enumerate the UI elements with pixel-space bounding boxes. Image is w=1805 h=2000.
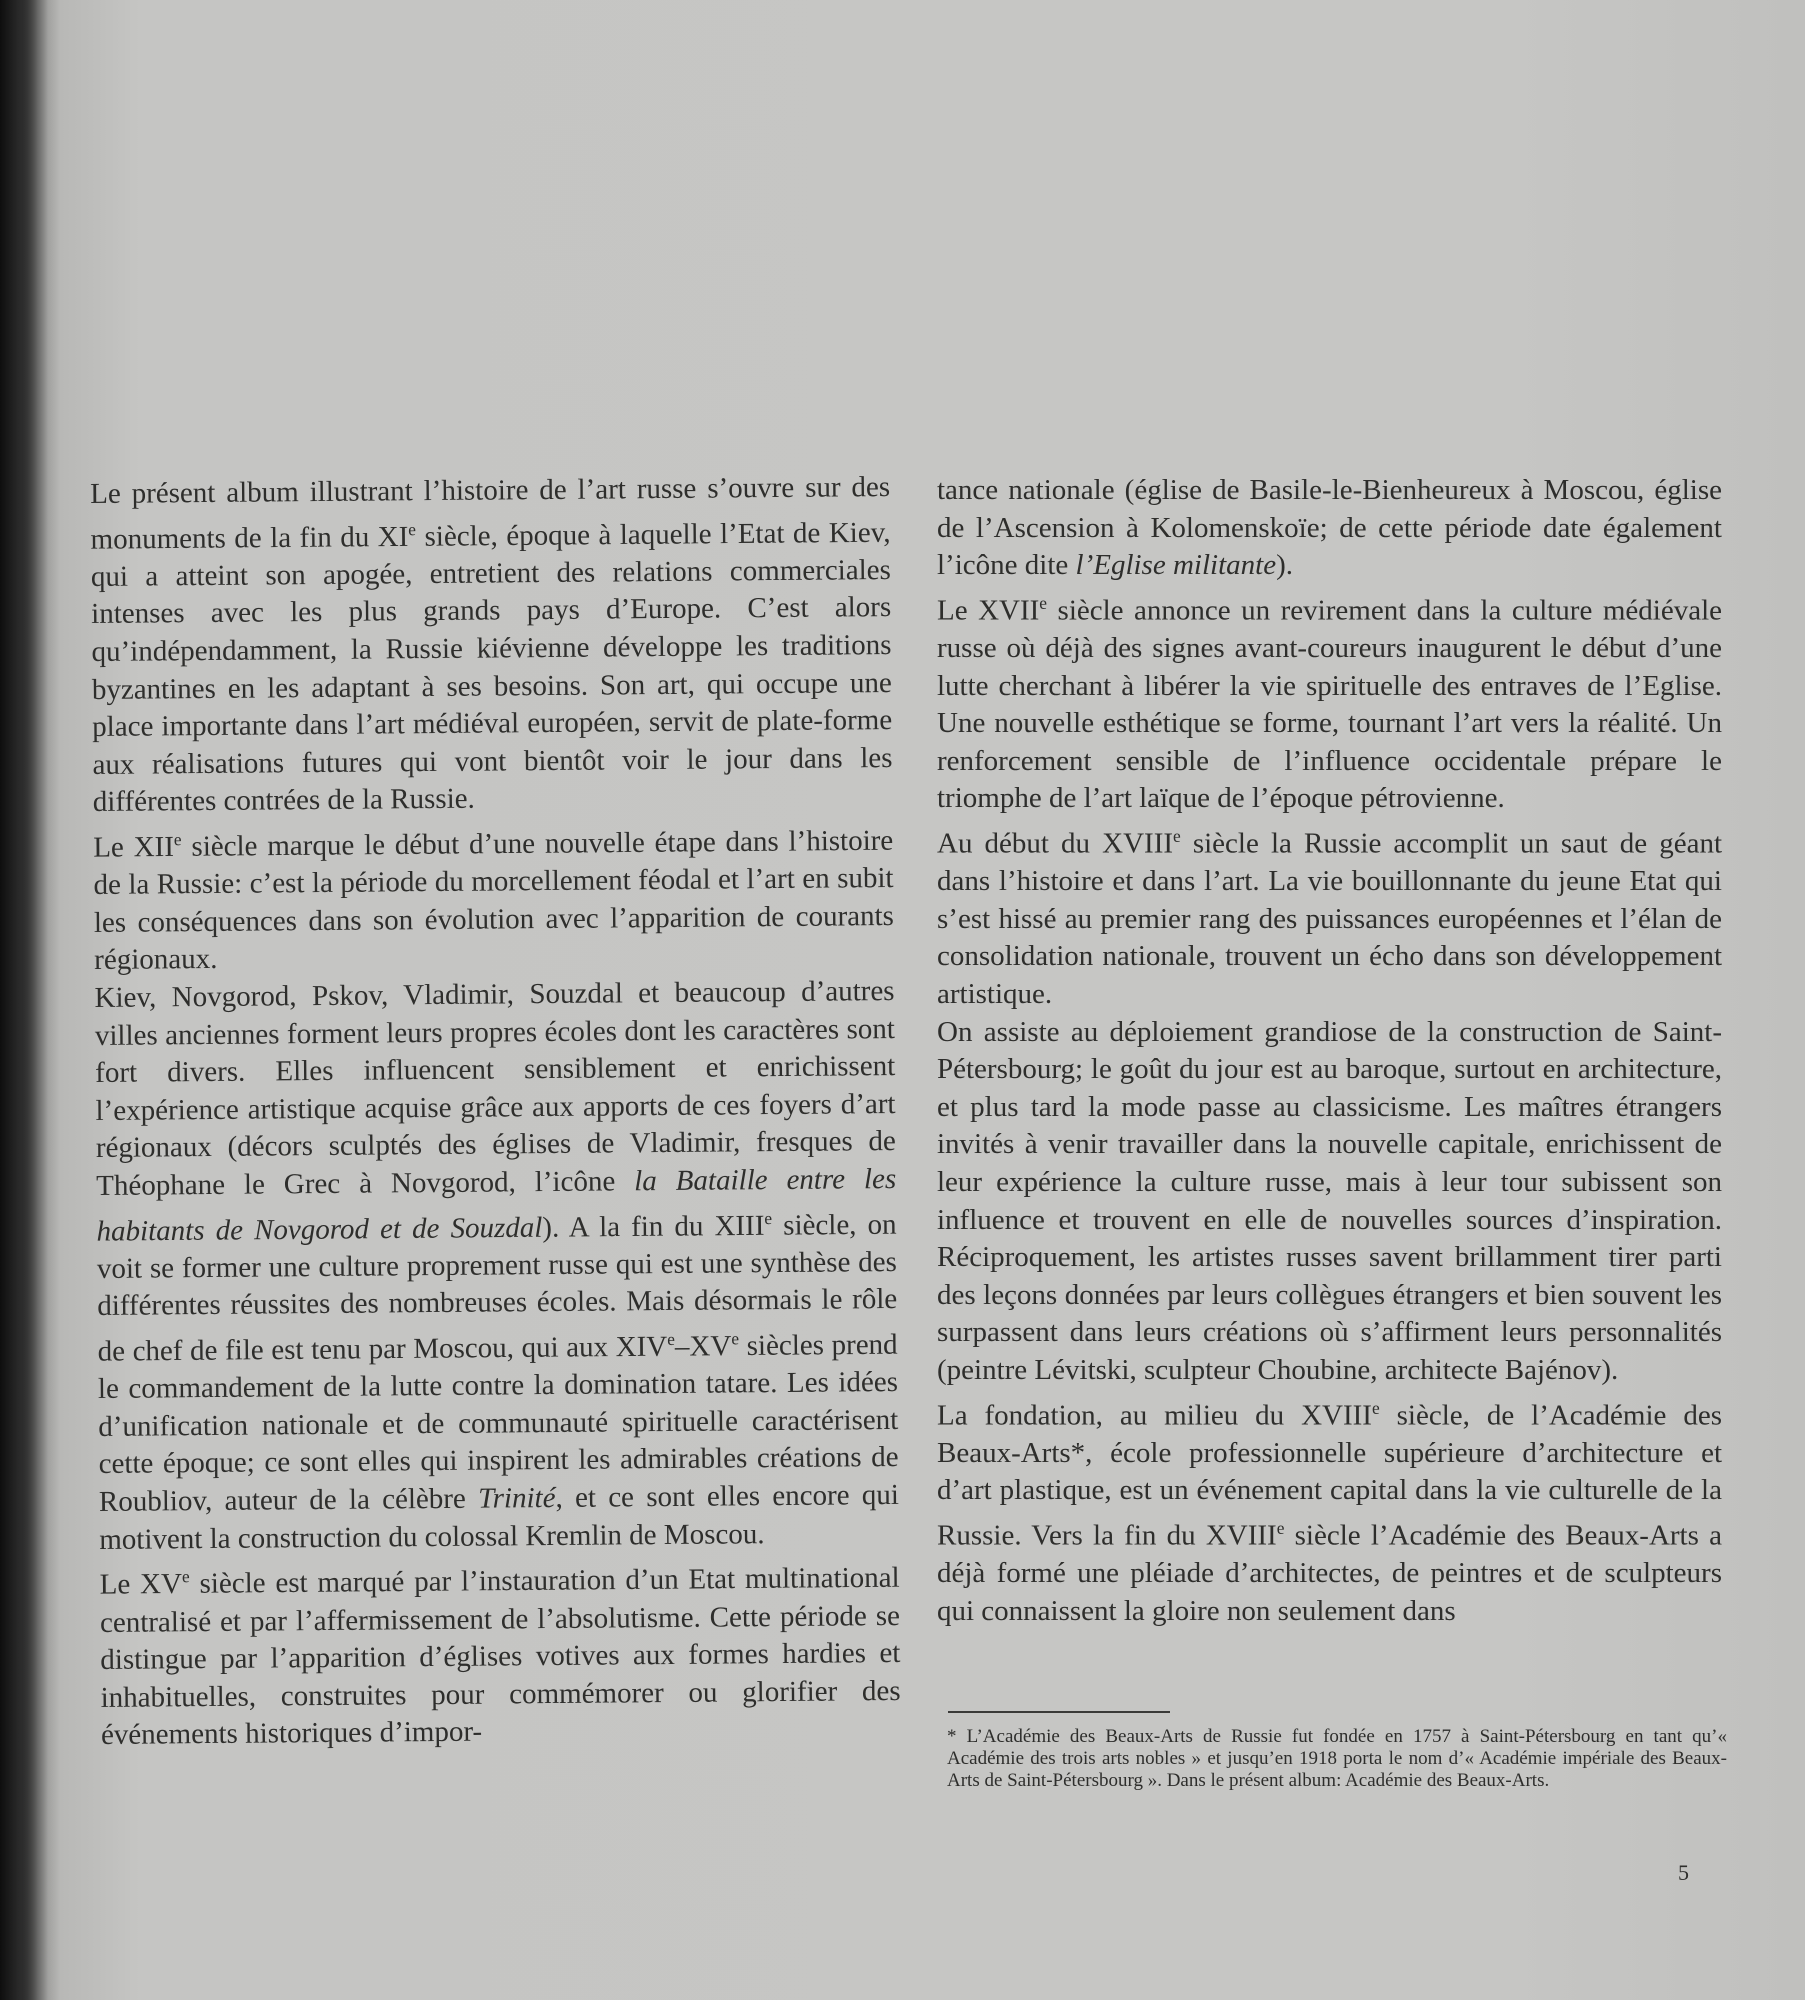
paragraph bbox=[937, 585, 1722, 818]
ordinal-superscript: e bbox=[1276, 1518, 1285, 1538]
paragraph bbox=[90, 469, 893, 822]
text-run: Le XII bbox=[93, 830, 175, 864]
ordinal-superscript: e bbox=[408, 518, 417, 539]
paragraph bbox=[937, 1390, 1722, 1631]
text-run: siècle, on voit se former une culture proprement russe qui est une synthèse des différentes réussites des nombreuses écoles. Mais désormais le rôle de chef de file est tenu par Moscou, qui aux XIV bbox=[96, 1208, 898, 1368]
paragraph bbox=[937, 818, 1722, 1014]
text-run: siècle, de l’Académie des Beaux-Arts*, école professionnelle supérieure d’architecture et d’art plastique, est un événement capital dans la vie culturelle de la Russie. Vers la fin du XVIII bbox=[937, 1399, 1722, 1552]
page-number: 5 bbox=[1678, 1860, 1689, 1885]
paragraph bbox=[937, 472, 1722, 585]
text-run: On assiste au déploiement grandiose de la construction de Saint-Pétersbourg; le goût du jour est au baroque, surtout en architecture, et plus tard la mode passe au classicisme. Les maîtres étrangers invités à venir travailler dans la nouvelle capitale, enrichissent de leur expérience la culture russe, mais à leur tour subissent son influence et trouvent en elle de nouvelles sources d’inspiration. Réciproquement, les artistes russes savent brillamment tirer parti des leçons données par leurs collègues étrangers et bien souvent les surpassent dans leurs créations où s’affirment leurs personnalités (peintre Lévitski, sculpteur Choubine, architecte Bajénov). bbox=[937, 1015, 1722, 1386]
text-run: siècle la Russie accomplit un saut de géant dans l’histoire et dans l’art. La vie bouillonnante du jeune Etat qui s’est hissé au premier rang des puissances européennes et l’élan de consolidation nationale, trouvent un écho dans son développement artistique. bbox=[937, 827, 1723, 1011]
ordinal-superscript: e bbox=[667, 1328, 675, 1350]
text-run: siècle est marqué par l’instauration d’un Etat multinational centralisé et par l’affermissement de l’absolutisme. Cette période se distingue par l’apparition d’églises votives aux formes hardies et inhabituelles, construites pour commémorer ou glorifier des événements historiques d’impor- bbox=[99, 1561, 901, 1752]
text-run: , et ce sont elles encore qui motivent la construction du colossal Kremlin de Moscou. bbox=[99, 1479, 900, 1556]
left-text-column bbox=[90, 469, 901, 1755]
text-run: Le XV bbox=[99, 1568, 183, 1601]
text-run: Kiev, Novgorod, Pskov, Vladimir, Souzdal et beaucoup d’autres villes anciennes forment leurs propres écoles dont les caractères sont fort divers. Elles influencent sensiblement et enrichissent l’expérience artistique acquise grâce aux apports de ces foyers d’art régionaux (décors sculptés des églises de Vladimir, fresques de Théophane le Grec à Novgorod, l’icône bbox=[94, 975, 896, 1202]
text-run: La fondation, au milieu du XVIII bbox=[937, 1399, 1372, 1432]
footnote-rule bbox=[948, 1711, 1170, 1713]
paragraph bbox=[94, 973, 899, 1559]
right-text-column bbox=[937, 472, 1722, 1630]
text-run: Le XVII bbox=[937, 594, 1040, 627]
text-run: Le présent album illustrant l’histoire de l’art russe s’ouvre sur des monuments de la fin du XI bbox=[90, 471, 891, 556]
ordinal-superscript: e bbox=[1173, 826, 1181, 846]
text-run: siècle, époque à laquelle l’Etat de Kiev, qui a atteint son apogée, entretient des relations commerciales intenses avec les plus grands pays d’Europe. C’est alors qu’indépendamment, la Russie kiévienne développe les traditions byzantines en les adaptant à ses besoins. Son art, qui occupe une place importante dans l’art médiéval européen, servit de plate-forme aux réalisations futures qui vont bientôt voir le jour dans les différentes contrées de la Russie. bbox=[90, 516, 893, 819]
footnote: * L’Académie des Beaux-Arts de Russie fut fondée en 1757 à Saint-Pétersbourg en tant qu’« Académie des trois arts nobles » et jusqu’en 1918 porta le nom d’« Académie impériale des Beaux-Arts de Saint-Pétersbourg ». Dans le présent album: Académie des Beaux-Arts. bbox=[947, 1726, 1727, 1791]
text-run: Au début du XVIII bbox=[937, 827, 1174, 860]
ordinal-superscript: e bbox=[173, 829, 182, 850]
text-run: siècle marque le début d’une nouvelle étape dans l’histoire de la Russie: c’est la période du morcellement féodal et l’art en subit les conséquences dans son évolution avec l’apparition de courants régionaux. bbox=[93, 824, 895, 977]
text-run: ). bbox=[1276, 549, 1293, 582]
italic-title: la Bataille entre les habitants de Novgorod et de Souzdal bbox=[96, 1162, 897, 1248]
text-run: siècle annonce un revirement dans la culture médiévale russe où déjà des signes avant-coureurs inaugurent le début d’une lutte cherchant à libérer la vie spirituelle des entraves de l’Eglise. Une nouvelle esthétique se forme, tournant l’art vers la réalité. Un renforcement sensible de l’influence occidentale prépare le triomphe de l’art laïque de l’époque pétrovienne. bbox=[937, 594, 1722, 815]
ordinal-superscript: e bbox=[764, 1207, 773, 1228]
italic-title: Trinité bbox=[478, 1482, 556, 1515]
text-run: siècle l’Académie des Beaux-Arts a déjà formé une pléiade d’architectes, de peintres et de sculpteurs qui connaissent la gloire non seulement dans bbox=[937, 1519, 1722, 1627]
ordinal-superscript: e bbox=[731, 1328, 740, 1349]
book-spine-shadow bbox=[0, 0, 48, 2000]
text-run: siècles prend le commandement de la lutte contre la domination tatare. Les idées d’unification nationale et de communauté spirituelle caractérisent cette époque; ce sont elles qui inspirent les admirables créations de Roubliov, auteur de la célèbre bbox=[97, 1328, 899, 1519]
paragraph bbox=[99, 1552, 901, 1755]
italic-title: l’Eglise militante bbox=[1075, 549, 1277, 582]
ordinal-superscript: e bbox=[1039, 592, 1048, 613]
text-run: –XV bbox=[674, 1330, 732, 1363]
paragraph bbox=[93, 815, 894, 980]
text-run: ). A la fin du XIII bbox=[542, 1209, 765, 1244]
text-run: tance nationale (église de Basile-le-Bienheureux à Moscou, église de l’Ascension à Kolomenskoïe; de cette période date également l’icône dite bbox=[937, 474, 1722, 582]
ordinal-superscript: e bbox=[1371, 1397, 1380, 1418]
paragraph bbox=[937, 1014, 1722, 1390]
ordinal-superscript: e bbox=[181, 1566, 190, 1587]
